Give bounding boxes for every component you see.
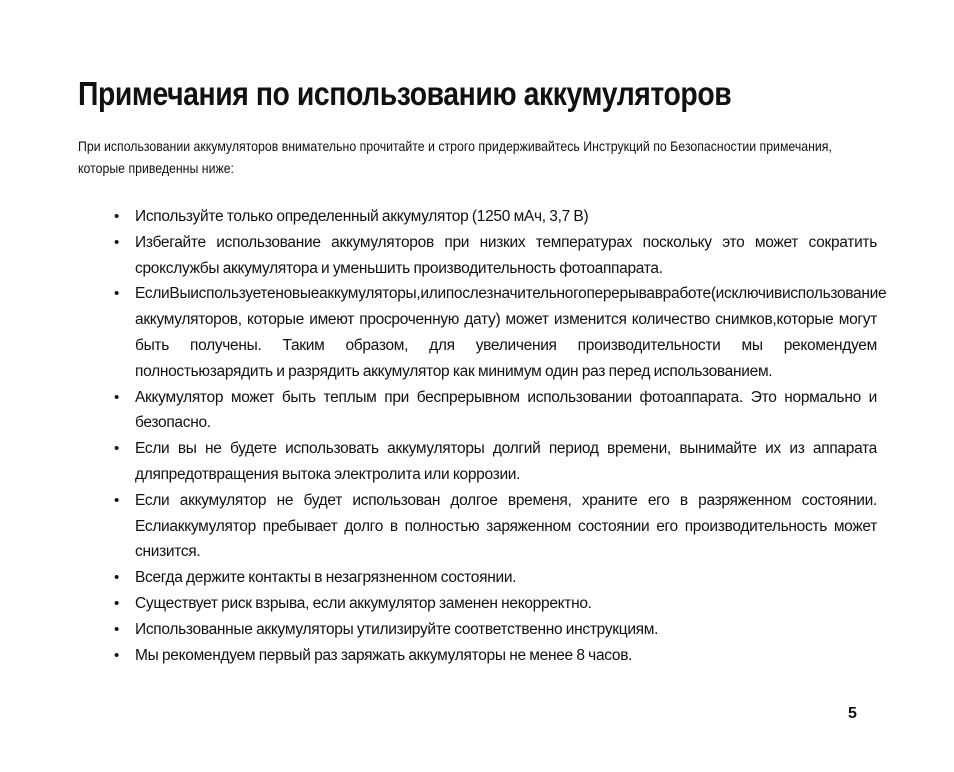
list-item-text: Всегда держите контакты в незагрязненном состоянии. (135, 569, 517, 587)
bullet-icon: • (114, 646, 119, 664)
list-item (112, 617, 877, 643)
list-item-text: Мы рекомендуем первый раз заряжать аккумуляторы не менее 8 часов. (135, 646, 633, 664)
list-item (112, 281, 887, 384)
list-item (112, 488, 877, 565)
list-item (112, 204, 877, 230)
list-item-text: Используйте только определенный аккумулятор (1250 мАч, 3,7 В) (135, 208, 589, 225)
bullet-icon: • (114, 388, 119, 406)
bullet-icon: • (114, 208, 119, 225)
list-item-text: Если вы не будете использовать аккумуляторы долгий период времени, вынимайте их из аппарата дляпредотвращения вытока электролита или коррозии. (135, 440, 877, 483)
list-item-text: Аккумулятор может быть теплым при беспрерывном использовании фотоаппарата. Это нормально и безопасно. (135, 388, 877, 432)
bullet-icon: • (114, 233, 119, 251)
bullet-icon: • (114, 440, 119, 458)
list-item (112, 591, 877, 617)
list-item-text: Существует риск взрыва, если аккумулятор заменен некорректно. (135, 594, 592, 612)
bullet-icon: • (114, 594, 119, 612)
list-item-text: ЕслиВыиспользуетеновыеаккумуляторы,илипослезначительногоперерывавработе(исключивиспользование аккумуляторов, которые имеют просроченную дату) может изменится количество снимков,которые могут быть получены. Таким образом, для увеличения производительности мы рекомендуем полностьюзарядить и разрядить аккумулятор как минимум один раз перед использованием. (135, 285, 887, 380)
bullet-list (112, 204, 887, 668)
page-title: Примечания по использованию аккумуляторов (78, 75, 732, 112)
list-item (112, 565, 877, 591)
list-item (112, 385, 877, 437)
bullet-icon: • (114, 620, 119, 638)
list-item-text: Если аккумулятор не будет использован долгое временя, храните его в разряженном состоянии. Еслиаккумулятор пребывает долго в полностью заряженном состоянии его производительность может снизится. (135, 491, 877, 561)
bullet-icon: • (114, 569, 119, 587)
list-item-text: Использованные аккумуляторы утилизируйте соответственно инструкциям. (135, 620, 659, 638)
list-item (112, 436, 877, 488)
list-item (112, 643, 877, 669)
intro-paragraph: При использовании аккумуляторов внимательно прочитайте и строго придерживайтесь Инструкций по Безопасностии примечания, которые приведенны ниже: (78, 138, 832, 176)
list-item (112, 230, 877, 282)
list-item-text: Избегайте использование аккумуляторов при низких температурах поскольку это может сократить срокслужбы аккумулятора и уменьшить производительность фотоаппарата. (135, 233, 877, 277)
bullet-icon: • (114, 285, 119, 303)
page-number: 5 (848, 705, 857, 722)
bullet-icon: • (114, 491, 119, 509)
